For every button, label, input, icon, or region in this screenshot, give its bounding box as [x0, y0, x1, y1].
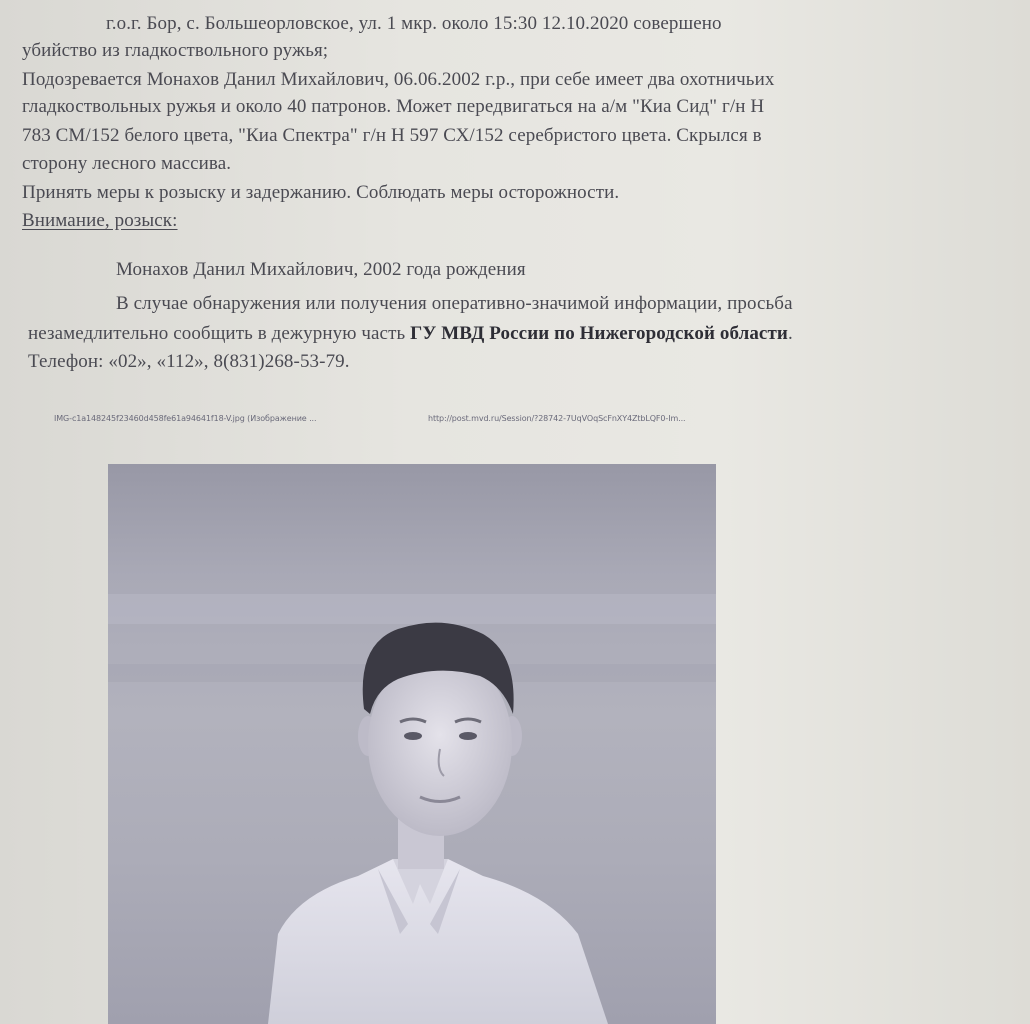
wanted-name-line: Монахов Данил Михайлович, 2002 года рождения: [116, 259, 526, 280]
notice-line-direction: сторону лесного массива.: [22, 153, 232, 174]
police-department: ГУ МВД России по Нижегородской области: [410, 323, 788, 344]
wanted-info-line-1: В случае обнаружения или получения оперативно-значимой информации, просьба: [116, 293, 793, 314]
notice-line-location: г.о.г. Бор, с. Большеорловское, ул. 1 мкр. около 15:30 12.10.2020 совершено: [106, 13, 722, 34]
notice-line-vehicles: 783 СМ/152 белого цвета, "Киа Спектра" г/н Н 597 СХ/152 серебристого цвета. Скрылся в: [22, 125, 762, 146]
notice-line-suspect: Подозревается Монахов Данил Михайлович, 06.06.2002 г.р., при себе имеет два охотничьих: [22, 69, 775, 90]
portrait-illustration: [108, 464, 716, 1024]
notice-line-weapons: гладкоствольных ружья и около 40 патронов. Может передвигаться на а/м "Киа Сид" г/н Н: [22, 96, 765, 117]
notice-line-crime: убийство из гладкоствольного ружья;: [22, 40, 329, 61]
notice-line-attention: Внимание, розыск:: [22, 210, 178, 231]
notice-line-instructions: Принять меры к розыску и задержанию. Соблюдать меры осторожности.: [22, 182, 620, 203]
phone-line: Телефон: «02», «112», 8(831)268-53-79.: [28, 351, 350, 372]
wanted-info-line-2: незамедлительно сообщить в дежурную часть ГУ МВД России по Нижегородской области.: [28, 323, 793, 344]
suspect-photo: [108, 464, 716, 1024]
image-filename-link[interactable]: IMG-c1a148245f23460d458fe61a94641f18-V.jpg (Изображение ...: [54, 414, 317, 423]
source-url-link[interactable]: http://post.mvd.ru/Session/?28742-7UqVOqScFnXY4ZtbLQF0-Im...: [428, 414, 686, 423]
